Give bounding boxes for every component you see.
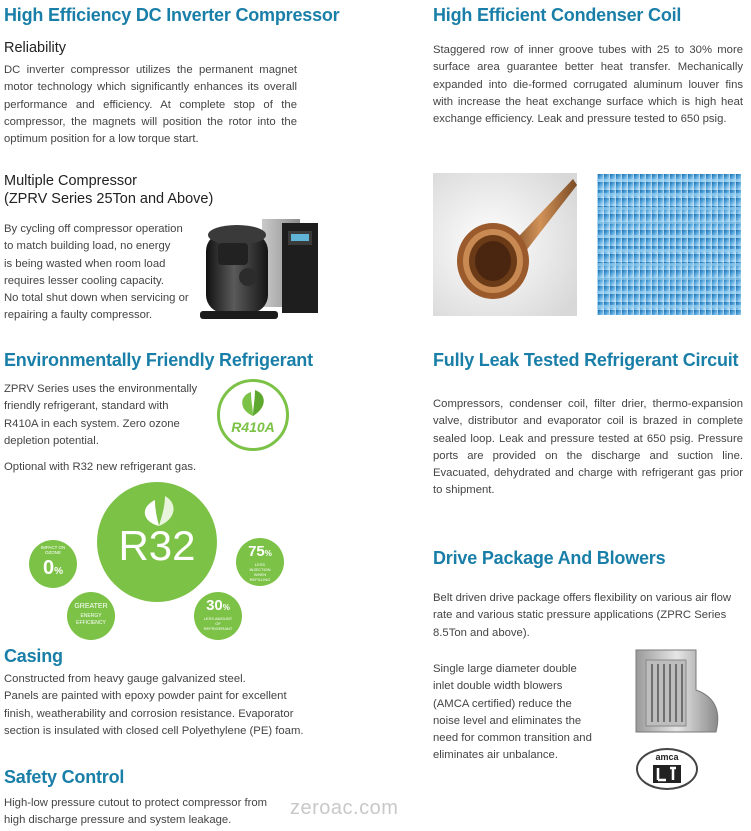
reliability-text: DC inverter compressor utilizes the permanent magnet motor technology which significantly enhances its overall performance and efficiency. At complete stop of the compressor, the magnets will position the rotor into the optimum position for a low torque start. bbox=[4, 64, 297, 146]
safety-title: Safety Control bbox=[4, 767, 125, 787]
efficiency-line2: ENERGY bbox=[80, 613, 102, 619]
coil-text: Staggered row of inner groove tubes with 25 to 30% more surface area guarantee better heat transfer. Mechanically expanded into die-formed corrugated aluminum louver fins with increase the heat exchange surface which is high heat exchange efficiency. Leak and pressure tested to 650 psig. bbox=[433, 44, 743, 126]
ozone-bubble bbox=[29, 540, 77, 588]
groove-tube-image bbox=[433, 173, 577, 316]
leaf-icon bbox=[237, 388, 269, 418]
multiple-compressor-text: By cycling off compressor operation to match building load, no energy is being wasted when room load requires lesser cooling capacity. No total shut down when servicing or repairing a faulty compressor. bbox=[4, 223, 189, 322]
amca-seal bbox=[636, 748, 698, 790]
efficiency-line1: GREATER bbox=[74, 603, 108, 610]
compressor-image bbox=[196, 213, 324, 325]
efficiency-bubble bbox=[67, 592, 115, 640]
steel-bubble bbox=[194, 592, 242, 640]
leak-text: Compressors, condenser coil, filter drier, thermo-expansion valve, distributor and evaporator coil is brazed in complete sealed loop. Leak and pressure tested at 650 psig. Pressure ports are provided on the discharge and suction line. Evacuated, dehydrated and charge with refrigerant gas prior to shipment. bbox=[433, 398, 743, 497]
compressor-title: High Efficiency DC Inverter Compressor bbox=[4, 5, 340, 25]
blower-image bbox=[626, 640, 726, 740]
refill-value: 75% bbox=[248, 543, 272, 560]
amca-label: amca bbox=[655, 752, 679, 762]
watermark: zeroac.com bbox=[290, 797, 399, 819]
casing-title: Casing bbox=[4, 646, 63, 666]
r410a-badge bbox=[217, 379, 289, 451]
steel-value: 30% bbox=[206, 597, 230, 614]
steel-caption: LESS AMOUNT OF REFRIGERANT bbox=[203, 616, 233, 631]
safety-text: High-low pressure cutout to protect compressor from high discharge pressure and system leakage. bbox=[4, 797, 268, 827]
amca-seal-icon bbox=[652, 764, 682, 784]
drive-title: Drive Package And Blowers bbox=[433, 548, 666, 568]
r32-label: R32 bbox=[118, 522, 196, 569]
drive-intro-text: Belt driven drive package offers flexibility on various air flow rate and various static pressure applications (ZPRC Series 8.5Ton and above). bbox=[433, 592, 732, 639]
coil-title: High Efficient Condenser Coil bbox=[433, 5, 682, 25]
leak-title: Fully Leak Tested Refrigerant Circuit bbox=[433, 350, 739, 370]
refrigerant-text: ZPRV Series uses the environmentally friendly refrigerant, standard with R410A in each system. Zero ozone depletion potential. bbox=[4, 383, 198, 447]
refrigerant-optional-text: Optional with R32 new refrigerant gas. bbox=[4, 461, 197, 473]
r32-badge bbox=[97, 482, 217, 602]
refill-bubble bbox=[236, 538, 284, 586]
condenser-coil-image bbox=[597, 174, 741, 315]
efficiency-line3: EFFICIENCY bbox=[76, 620, 106, 626]
r410a-label: R410A bbox=[231, 419, 275, 435]
ozone-value: 0% bbox=[42, 557, 64, 579]
refrigerant-title: Environmentally Friendly Refrigerant bbox=[4, 350, 313, 370]
ozone-caption: IMPACT ON OZONE bbox=[40, 545, 66, 555]
refill-caption: LESS INJECTION WHEN REFILLING bbox=[249, 562, 271, 582]
reliability-heading: Reliability bbox=[4, 40, 67, 56]
casing-text: Constructed from heavy gauge galvanized steel. Panels are painted with epoxy powder paint for excellent finish, weatherability and corrosion resistance. Evaporator section is insulated with closed cell Polyethylene (PE) foam. bbox=[4, 673, 304, 737]
drive-body-text: Single large diameter double inlet double width blowers (AMCA certified) reduce the noise level and eliminates the need for common transition and eliminates air unbalance. bbox=[433, 663, 592, 762]
multiple-compressor-heading: Multiple Compressor (ZPRV Series 25Ton and Above) bbox=[4, 173, 214, 207]
